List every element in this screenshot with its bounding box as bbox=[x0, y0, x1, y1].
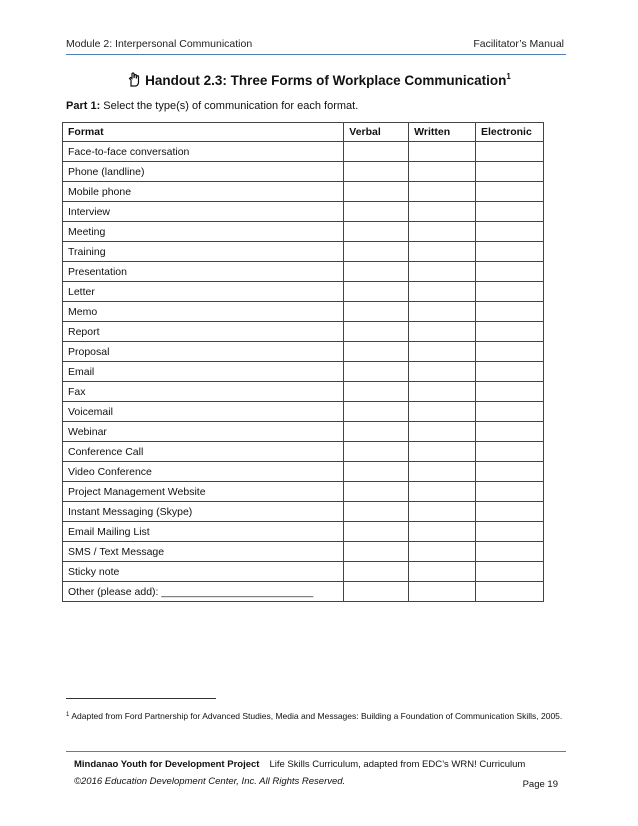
format-cell: Proposal bbox=[63, 342, 344, 362]
electronic-checkbox-cell[interactable] bbox=[476, 402, 544, 422]
verbal-checkbox-cell[interactable] bbox=[344, 262, 409, 282]
footer-copyright: ©2016 Education Development Center, Inc. All Rights Reserved. bbox=[74, 776, 346, 787]
table-row bbox=[63, 342, 544, 362]
format-cell: Fax bbox=[63, 382, 344, 402]
table-row bbox=[63, 402, 544, 422]
format-cell: Letter bbox=[63, 282, 344, 302]
footnote-number: 1 bbox=[66, 712, 70, 718]
written-checkbox-cell[interactable] bbox=[409, 562, 476, 582]
written-checkbox-cell[interactable] bbox=[409, 222, 476, 242]
verbal-checkbox-cell[interactable] bbox=[344, 422, 409, 442]
table-row bbox=[63, 302, 544, 322]
written-checkbox-cell[interactable] bbox=[409, 462, 476, 482]
footnote bbox=[66, 707, 576, 725]
verbal-checkbox-cell[interactable] bbox=[344, 182, 409, 202]
electronic-checkbox-cell[interactable] bbox=[476, 282, 544, 302]
verbal-checkbox-cell[interactable] bbox=[344, 582, 409, 602]
handout-title bbox=[0, 72, 638, 90]
table-row bbox=[63, 202, 544, 222]
format-cell: Other (please add): __________________________ bbox=[63, 582, 344, 602]
page-number: Page 19 bbox=[522, 779, 558, 790]
written-checkbox-cell[interactable] bbox=[409, 302, 476, 322]
electronic-checkbox-cell[interactable] bbox=[476, 182, 544, 202]
written-checkbox-cell[interactable] bbox=[409, 582, 476, 602]
verbal-checkbox-cell[interactable] bbox=[344, 282, 409, 302]
column-header-format: Format bbox=[63, 123, 344, 142]
table-row bbox=[63, 502, 544, 522]
footer-project-name: Mindanao Youth for Development Project bbox=[74, 759, 260, 770]
writing-hand-icon bbox=[127, 72, 141, 90]
verbal-checkbox-cell[interactable] bbox=[344, 222, 409, 242]
written-checkbox-cell[interactable] bbox=[409, 482, 476, 502]
footnote-text: Adapted from Ford Partnership for Advanced Studies, Media and Messages: Building a Foundation of Communication Skills, 2005. bbox=[71, 711, 563, 721]
table-row bbox=[63, 262, 544, 282]
format-cell: Report bbox=[63, 322, 344, 342]
format-cell: Training bbox=[63, 242, 344, 262]
format-cell: Conference Call bbox=[63, 442, 344, 462]
footer-project-line bbox=[74, 759, 525, 770]
table-row bbox=[63, 482, 544, 502]
electronic-checkbox-cell[interactable] bbox=[476, 442, 544, 462]
written-checkbox-cell[interactable] bbox=[409, 142, 476, 162]
format-cell: Sticky note bbox=[63, 562, 344, 582]
page-header bbox=[66, 38, 564, 50]
table-row bbox=[63, 562, 544, 582]
verbal-checkbox-cell[interactable] bbox=[344, 302, 409, 322]
verbal-checkbox-cell[interactable] bbox=[344, 442, 409, 462]
verbal-checkbox-cell[interactable] bbox=[344, 382, 409, 402]
electronic-checkbox-cell[interactable] bbox=[476, 582, 544, 602]
table-row bbox=[63, 542, 544, 562]
electronic-checkbox-cell[interactable] bbox=[476, 342, 544, 362]
table-row bbox=[63, 322, 544, 342]
format-cell: Face-to-face conversation bbox=[63, 142, 344, 162]
written-checkbox-cell[interactable] bbox=[409, 322, 476, 342]
format-cell: Meeting bbox=[63, 222, 344, 242]
verbal-checkbox-cell[interactable] bbox=[344, 242, 409, 262]
format-cell: Voicemail bbox=[63, 402, 344, 422]
written-checkbox-cell[interactable] bbox=[409, 442, 476, 462]
format-cell: Presentation bbox=[63, 262, 344, 282]
column-header-verbal: Verbal bbox=[344, 123, 409, 142]
electronic-checkbox-cell[interactable] bbox=[476, 562, 544, 582]
verbal-checkbox-cell[interactable] bbox=[344, 342, 409, 362]
written-checkbox-cell[interactable] bbox=[409, 402, 476, 422]
table-row bbox=[63, 382, 544, 402]
table-row bbox=[63, 582, 544, 602]
electronic-checkbox-cell[interactable] bbox=[476, 222, 544, 242]
written-checkbox-cell[interactable] bbox=[409, 182, 476, 202]
column-header-written: Written bbox=[409, 123, 476, 142]
electronic-checkbox-cell[interactable] bbox=[476, 422, 544, 442]
written-checkbox-cell[interactable] bbox=[409, 282, 476, 302]
format-cell: SMS / Text Message bbox=[63, 542, 344, 562]
table-row bbox=[63, 182, 544, 202]
electronic-checkbox-cell[interactable] bbox=[476, 142, 544, 162]
footer-divider bbox=[66, 751, 566, 752]
communication-format-table bbox=[62, 122, 544, 602]
electronic-checkbox-cell[interactable] bbox=[476, 262, 544, 282]
verbal-checkbox-cell[interactable] bbox=[344, 402, 409, 422]
format-cell: Instant Messaging (Skype) bbox=[63, 502, 344, 522]
footnote-divider bbox=[66, 698, 216, 699]
footer-curriculum: Life Skills Curriculum, adapted from EDC’s WRN! Curriculum bbox=[269, 759, 526, 770]
written-checkbox-cell[interactable] bbox=[409, 522, 476, 542]
written-checkbox-cell[interactable] bbox=[409, 262, 476, 282]
header-manual-title: Facilitator’s Manual bbox=[473, 38, 564, 50]
written-checkbox-cell[interactable] bbox=[409, 502, 476, 522]
written-checkbox-cell[interactable] bbox=[409, 242, 476, 262]
table-row bbox=[63, 362, 544, 382]
part1-text: Select the type(s) of communication for each format. bbox=[100, 100, 359, 112]
verbal-checkbox-cell[interactable] bbox=[344, 322, 409, 342]
table-row bbox=[63, 462, 544, 482]
written-checkbox-cell[interactable] bbox=[409, 422, 476, 442]
written-checkbox-cell[interactable] bbox=[409, 202, 476, 222]
verbal-checkbox-cell[interactable] bbox=[344, 142, 409, 162]
part1-instruction bbox=[66, 100, 358, 112]
format-cell: Interview bbox=[63, 202, 344, 222]
verbal-checkbox-cell[interactable] bbox=[344, 462, 409, 482]
header-divider bbox=[66, 54, 566, 55]
format-cell: Phone (landline) bbox=[63, 162, 344, 182]
verbal-checkbox-cell[interactable] bbox=[344, 482, 409, 502]
verbal-checkbox-cell[interactable] bbox=[344, 522, 409, 542]
table-row bbox=[63, 162, 544, 182]
footnote-ref[interactable]: 1 bbox=[506, 72, 511, 81]
written-checkbox-cell[interactable] bbox=[409, 362, 476, 382]
verbal-checkbox-cell[interactable] bbox=[344, 162, 409, 182]
format-cell: Memo bbox=[63, 302, 344, 322]
written-checkbox-cell[interactable] bbox=[409, 382, 476, 402]
electronic-checkbox-cell[interactable] bbox=[476, 502, 544, 522]
table-row bbox=[63, 282, 544, 302]
electronic-checkbox-cell[interactable] bbox=[476, 542, 544, 562]
written-checkbox-cell[interactable] bbox=[409, 342, 476, 362]
electronic-checkbox-cell[interactable] bbox=[476, 322, 544, 342]
electronic-checkbox-cell[interactable] bbox=[476, 522, 544, 542]
electronic-checkbox-cell[interactable] bbox=[476, 462, 544, 482]
verbal-checkbox-cell[interactable] bbox=[344, 542, 409, 562]
format-cell: Mobile phone bbox=[63, 182, 344, 202]
table-row bbox=[63, 142, 544, 162]
written-checkbox-cell[interactable] bbox=[409, 162, 476, 182]
format-cell: Email bbox=[63, 362, 344, 382]
electronic-checkbox-cell[interactable] bbox=[476, 302, 544, 322]
handout-title-text: Handout 2.3: Three Forms of Workplace Communication bbox=[145, 73, 507, 88]
part1-label: Part 1: bbox=[66, 100, 101, 112]
table-row bbox=[63, 442, 544, 462]
verbal-checkbox-cell[interactable] bbox=[344, 202, 409, 222]
electronic-checkbox-cell[interactable] bbox=[476, 202, 544, 222]
electronic-checkbox-cell[interactable] bbox=[476, 482, 544, 502]
format-cell: Webinar bbox=[63, 422, 344, 442]
verbal-checkbox-cell[interactable] bbox=[344, 362, 409, 382]
table-row bbox=[63, 422, 544, 442]
column-header-electronic: Electronic bbox=[476, 123, 544, 142]
header-module-title: Module 2: Interpersonal Communication bbox=[66, 38, 253, 50]
electronic-checkbox-cell[interactable] bbox=[476, 162, 544, 182]
format-cell: Project Management Website bbox=[63, 482, 344, 502]
electronic-checkbox-cell[interactable] bbox=[476, 382, 544, 402]
verbal-checkbox-cell[interactable] bbox=[344, 502, 409, 522]
verbal-checkbox-cell[interactable] bbox=[344, 562, 409, 582]
written-checkbox-cell[interactable] bbox=[409, 542, 476, 562]
table-row bbox=[63, 222, 544, 242]
electronic-checkbox-cell[interactable] bbox=[476, 242, 544, 262]
table-header-row bbox=[63, 123, 544, 142]
format-cell: Video Conference bbox=[63, 462, 344, 482]
table-row bbox=[63, 242, 544, 262]
electronic-checkbox-cell[interactable] bbox=[476, 362, 544, 382]
format-cell: Email Mailing List bbox=[63, 522, 344, 542]
table-row bbox=[63, 522, 544, 542]
